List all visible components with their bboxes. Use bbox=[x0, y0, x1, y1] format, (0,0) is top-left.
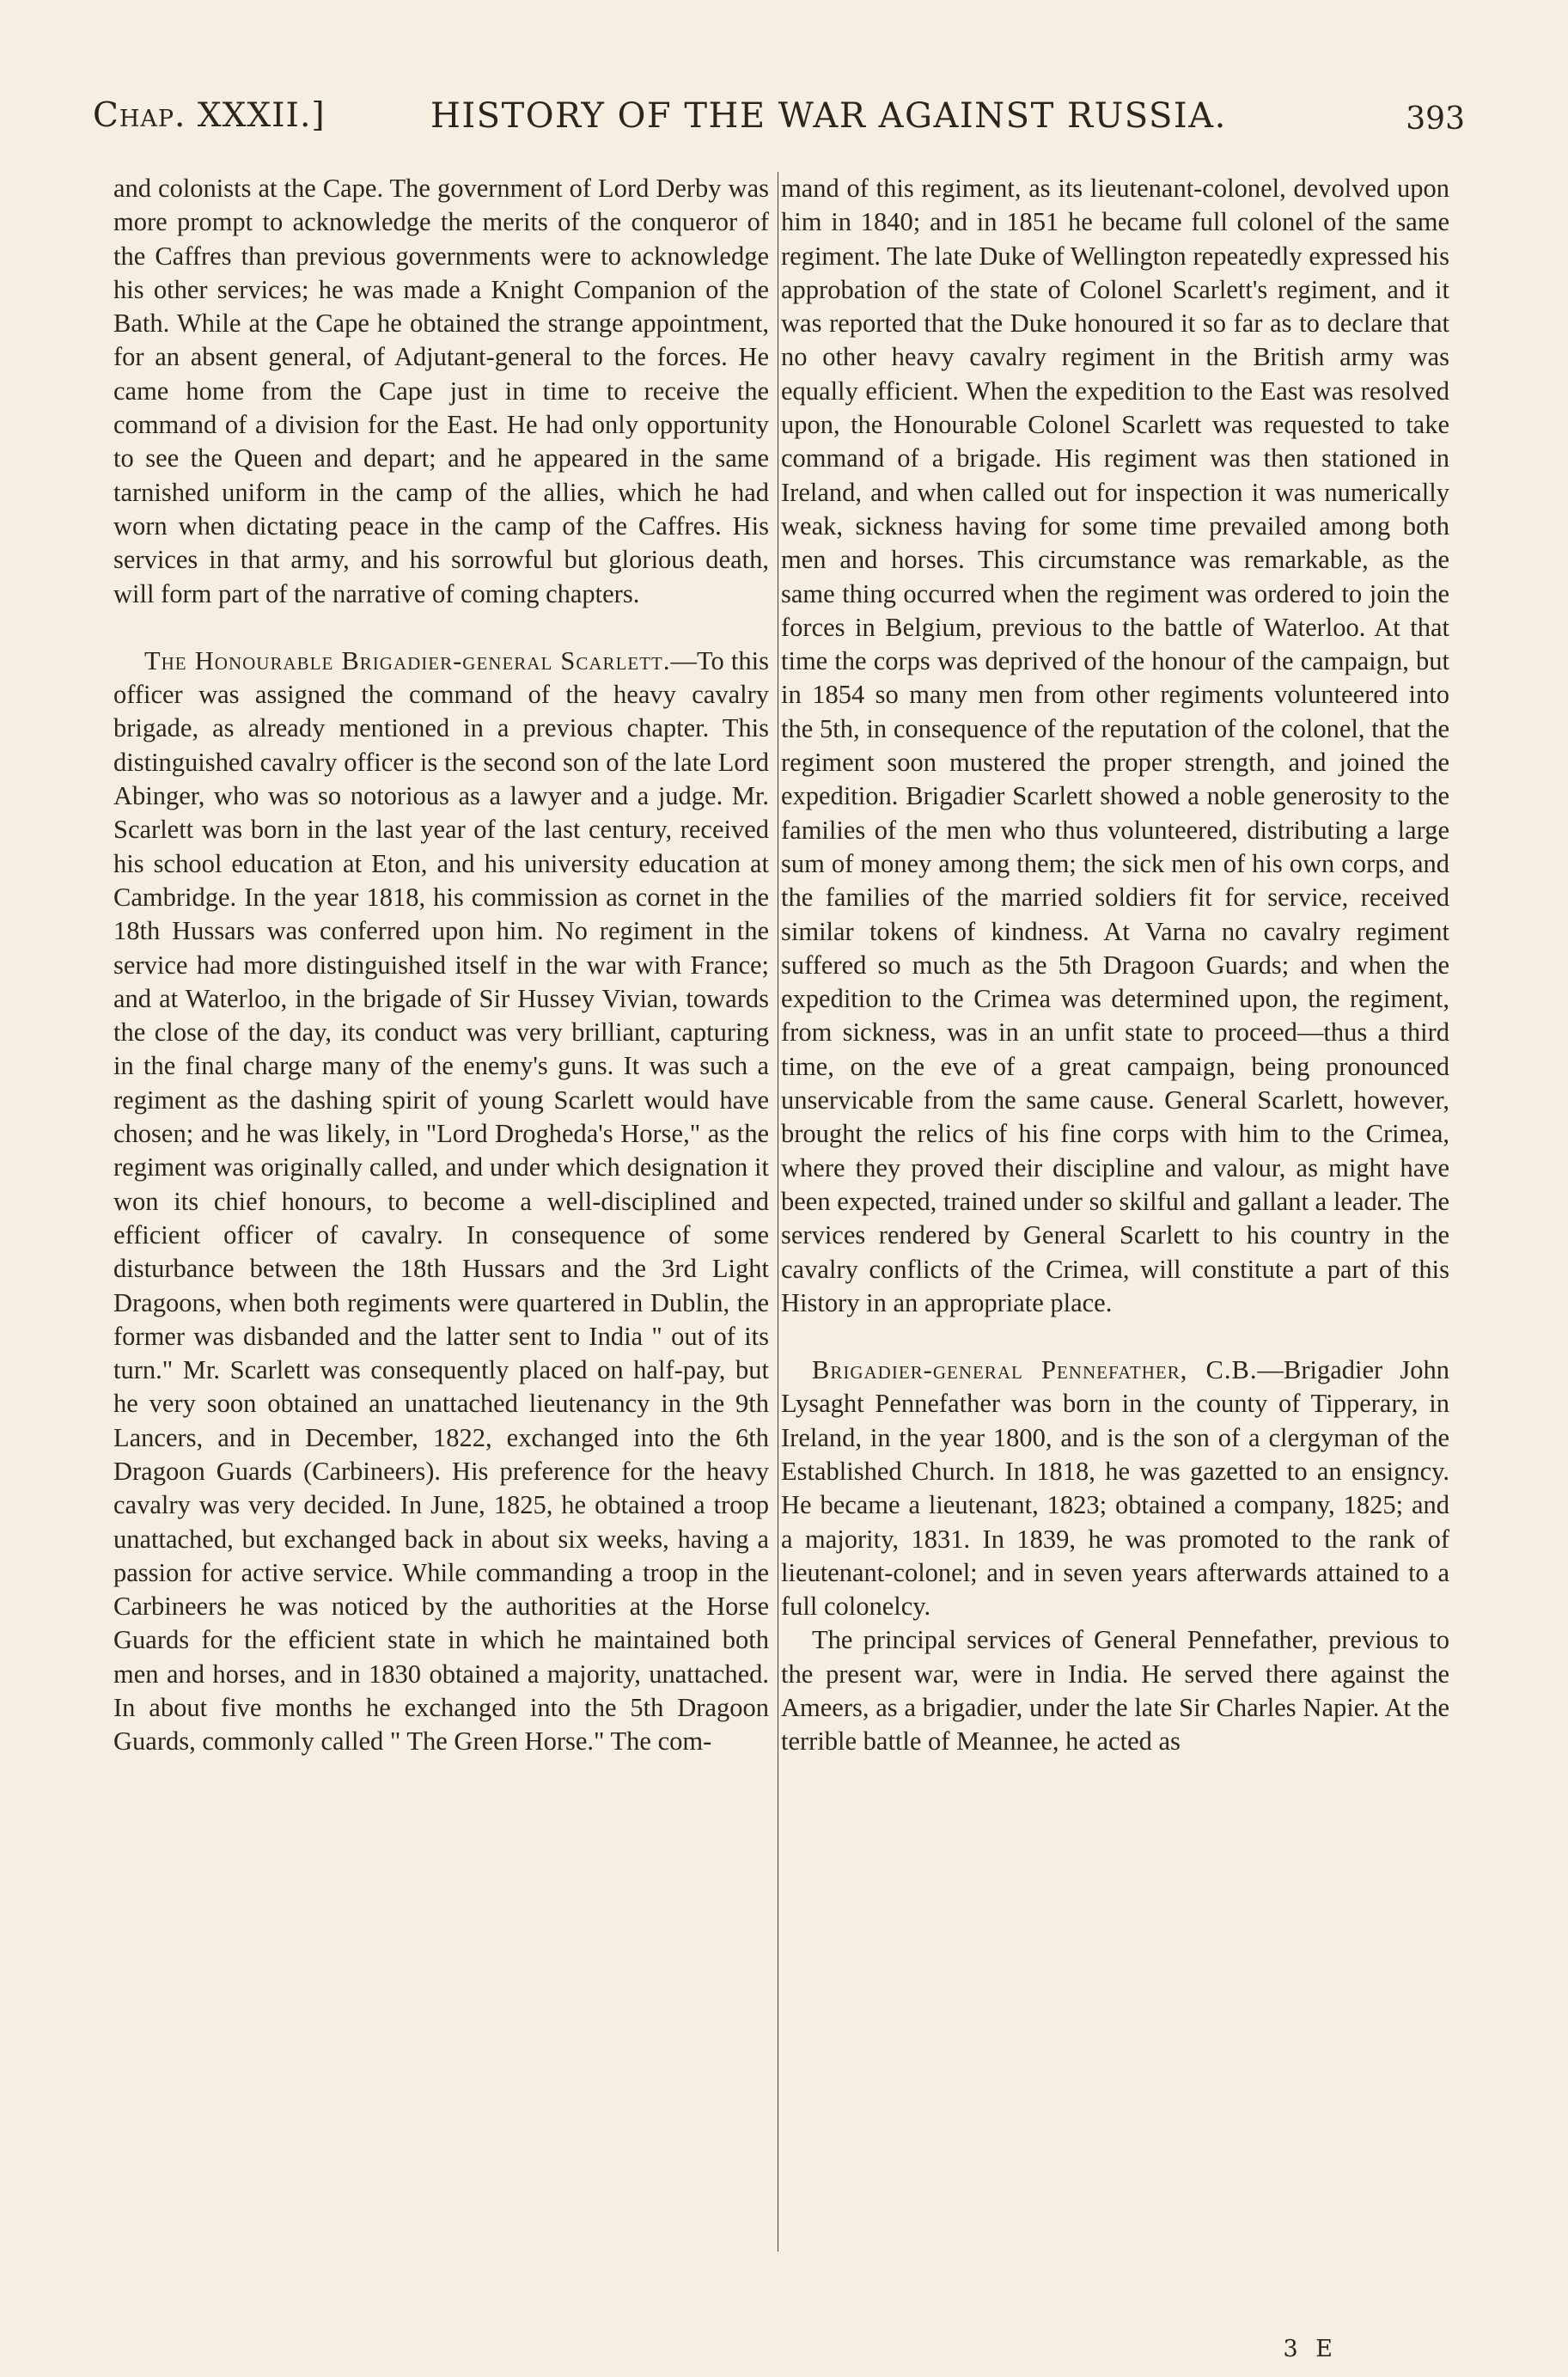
page-number: 393 bbox=[1406, 101, 1465, 137]
signature-mark: 3 E bbox=[1283, 2336, 1338, 2362]
running-header bbox=[93, 96, 1465, 148]
paragraph: The principal services of General Pennefather, previous to the present war, were in India. He served there against the Ameers, as a brigadier, under the late Sir Charles Napier. At the terrible battle of Meannee, he acted as bbox=[781, 1625, 1449, 1757]
chapter-label: Chap. XXXII.] bbox=[93, 96, 326, 135]
paragraph: and colonists at the Cape. The government of Lord Derby was more prompt to acknowledge the merits of the conqueror of the Caffres than previous governments were to acknowledge his other services; he was made a Knight Companion of the Bath. While at the Cape he obtained the strange appointment, for an absent general, of Adjutant-general to the forces. He came home from the Cape just in time to receive the command of a division for the East. He had only opportunity to see the Queen and depart; and he appeared in the same tarnished uniform in the camp of the allies, which he had worn when dictating peace in the camp of the Caffres. His services in that army, and his sorrowful but glorious death, will form part of the narrative of coming chapters. bbox=[113, 174, 769, 608]
section-heading: Brigadier-general Pennefather, C.B. bbox=[812, 1355, 1258, 1385]
paragraph-scarlett bbox=[113, 645, 769, 1759]
section-heading: The Honourable Brigadier-general Scarlett. bbox=[144, 645, 671, 675]
paragraph: mand of this regiment, as its lieutenant-colonel, devolved upon him in 1840; and in 1851 he became full colonel of the same regiment. The late Duke of Wellington repeatedly expressed his approbation of the state of Colonel Scarlett's regiment, and it was reported that the Duke honoured it so far as to declare that no other heavy cavalry regiment in the British army was equally efficient. When the expedition to the East was resolved upon, the Honourable Colonel Scarlett was requested to take command of a brigade. His regiment was then stationed in Ireland, and when called out for inspection it was numerically weak, sickness having for some time prevailed among both men and horses. This circumstance was remarkable, as the same thing occurred when the regiment was ordered to join the forces in Belgium, previous to the battle of Waterloo. At that time the corps was deprived of the honour of the campaign, but in 1854 so many men from other regiments volunteered into the 5th, in consequence of the reputation of the colonel, that the regiment soon mustered the proper strength, and joined the expedition. Brigadier Scarlett showed a noble generosity to the families of the men who thus volunteered, distributing a large sum of money among them; the sick men of his own corps, and the families of the married soldiers fit for service, received similar tokens of kindness. At Varna no cavalry regiment suffered so much as the 5th Dragoon Guards; and when the expedition to the Crimea was determined upon, the regiment, from sickness, was in an unfit state to proceed—thus a third time, on the eve of a great campaign, being pronounced unservicable from the same cause. General Scarlett, however, brought the relics of his fine corps with him to the Crimea, where they proved their discipline and valour, as might have been expected, trained under so skilful and gallant a leader. The services rendered by General Scarlett to his country in the cavalry conflicts of the Crimea, will constitute a part of this History in an appropriate place. bbox=[781, 174, 1449, 1317]
running-title: HISTORY OF THE WAR AGAINST RUSSIA. bbox=[430, 96, 1227, 136]
left-column bbox=[113, 172, 769, 1759]
paragraph-pennefather bbox=[781, 1353, 1449, 1623]
paragraph-body: —Brigadier John Lysaght Pennefather was born in the county of Tipperary, in Ireland, in the year 1800, and is the son of a clergyman of the Established Church. In 1818, he was gazetted to an ensigncy. He became a lieutenant, 1823; obtained a company, 1825; and a majority, 1831. In 1839, he was promoted to the rank of lieutenant-colonel; and in seven years afterwards attained to a full colonelcy. bbox=[781, 1355, 1449, 1622]
paragraph-body: —To this officer was assigned the command of the heavy cavalry brigade, as already mentioned in a previous chapter. This distinguished cavalry officer is the second son of the late Lord Abinger, who was so notorious as a lawyer and a judge. Mr. Scarlett was born in the last year of the last century, received his school education at Eton, and his university education at Cambridge. In the year 1818, his commission as cornet in the 18th Hussars was conferred upon him. No regiment in the service had more distinguished itself in the war with France; and at Waterloo, in the brigade of Sir Hussey Vivian, towards the close of the day, its conduct was very brilliant, capturing in the final charge many of the enemy's guns. It was such a regiment as the dashing spirit of young Scarlett would have chosen; and he was likely, in "Lord Drogheda's Horse," as the regiment was originally called, and under which designation it won its chief honours, to become a well-disciplined and efficient officer of cavalry. In consequence of some disturbance between the 18th Hussars and the 3rd Light Dragoons, when both regiments were quartered in Dublin, the former was disbanded and the latter sent to India " out of its turn." Mr. Scarlett was consequently placed on half-pay, but he very soon obtained an unattached lieutenancy in the 9th Lancers, and in December, 1822, exchanged into the 6th Dragoon Guards (Carbineers). His preference for the heavy cavalry was very decided. In June, 1825, he obtained a troop unattached, but exchanged back in about six weeks, having a passion for active service. While commanding a troop in the Carbineers he was noticed by the authorities at the Horse Guards for the efficient state in which he maintained both men and horses, and in 1830 obtained a majority, unattached. In about five months he exchanged into the 5th Dragoon Guards, commonly called " The Green Horse." The com- bbox=[113, 645, 769, 1757]
right-column bbox=[781, 172, 1449, 1759]
